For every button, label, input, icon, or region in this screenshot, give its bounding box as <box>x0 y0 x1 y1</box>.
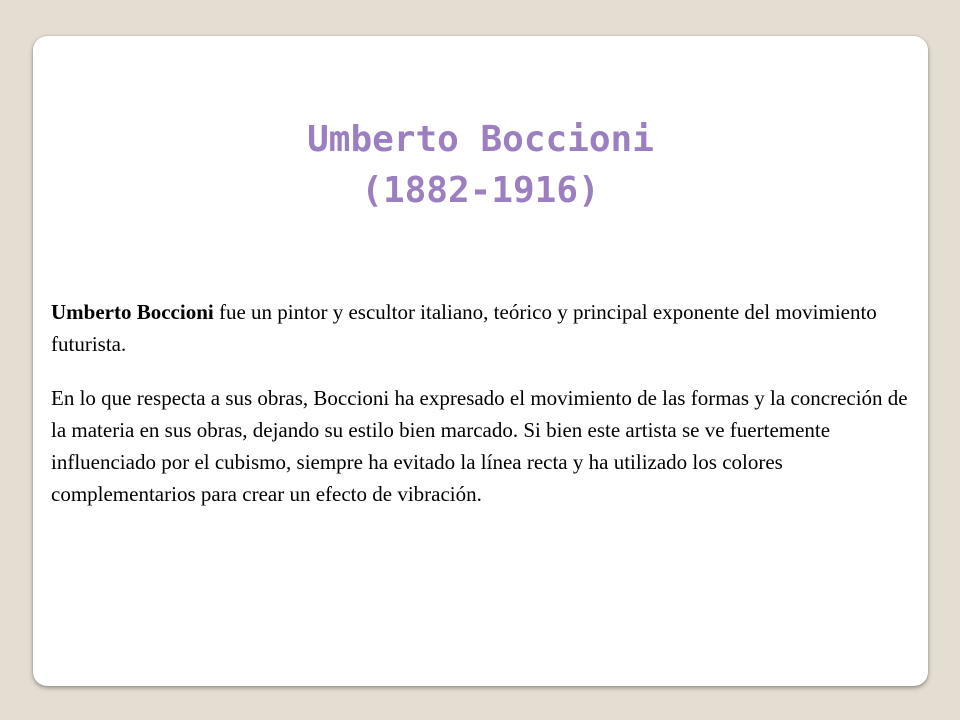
slide-card <box>33 36 928 686</box>
slide-title <box>33 114 928 216</box>
paragraph-intro-bold: Umberto Boccioni <box>51 300 214 324</box>
title-name: Umberto Boccioni <box>307 119 654 160</box>
title-dates: (1882-1916) <box>361 170 600 211</box>
paragraph-intro-text: fue un pintor y escultor italiano, teórico y principal exponente del movimiento futurista. <box>51 300 877 356</box>
paragraph-works: En lo que respecta a sus obras, Boccioni ha expresado el movimiento de las formas y la concreción de la materia en sus obras, dejando su estilo bien marcado. Si bien este artista se ve fuertemente influenciado por el cubismo, siempre ha evitado la línea recta y ha utilizado los colores complementarios para crear un efecto de vibración. <box>51 386 908 506</box>
paragraph-intro <box>51 296 921 360</box>
slide-body <box>51 296 921 510</box>
